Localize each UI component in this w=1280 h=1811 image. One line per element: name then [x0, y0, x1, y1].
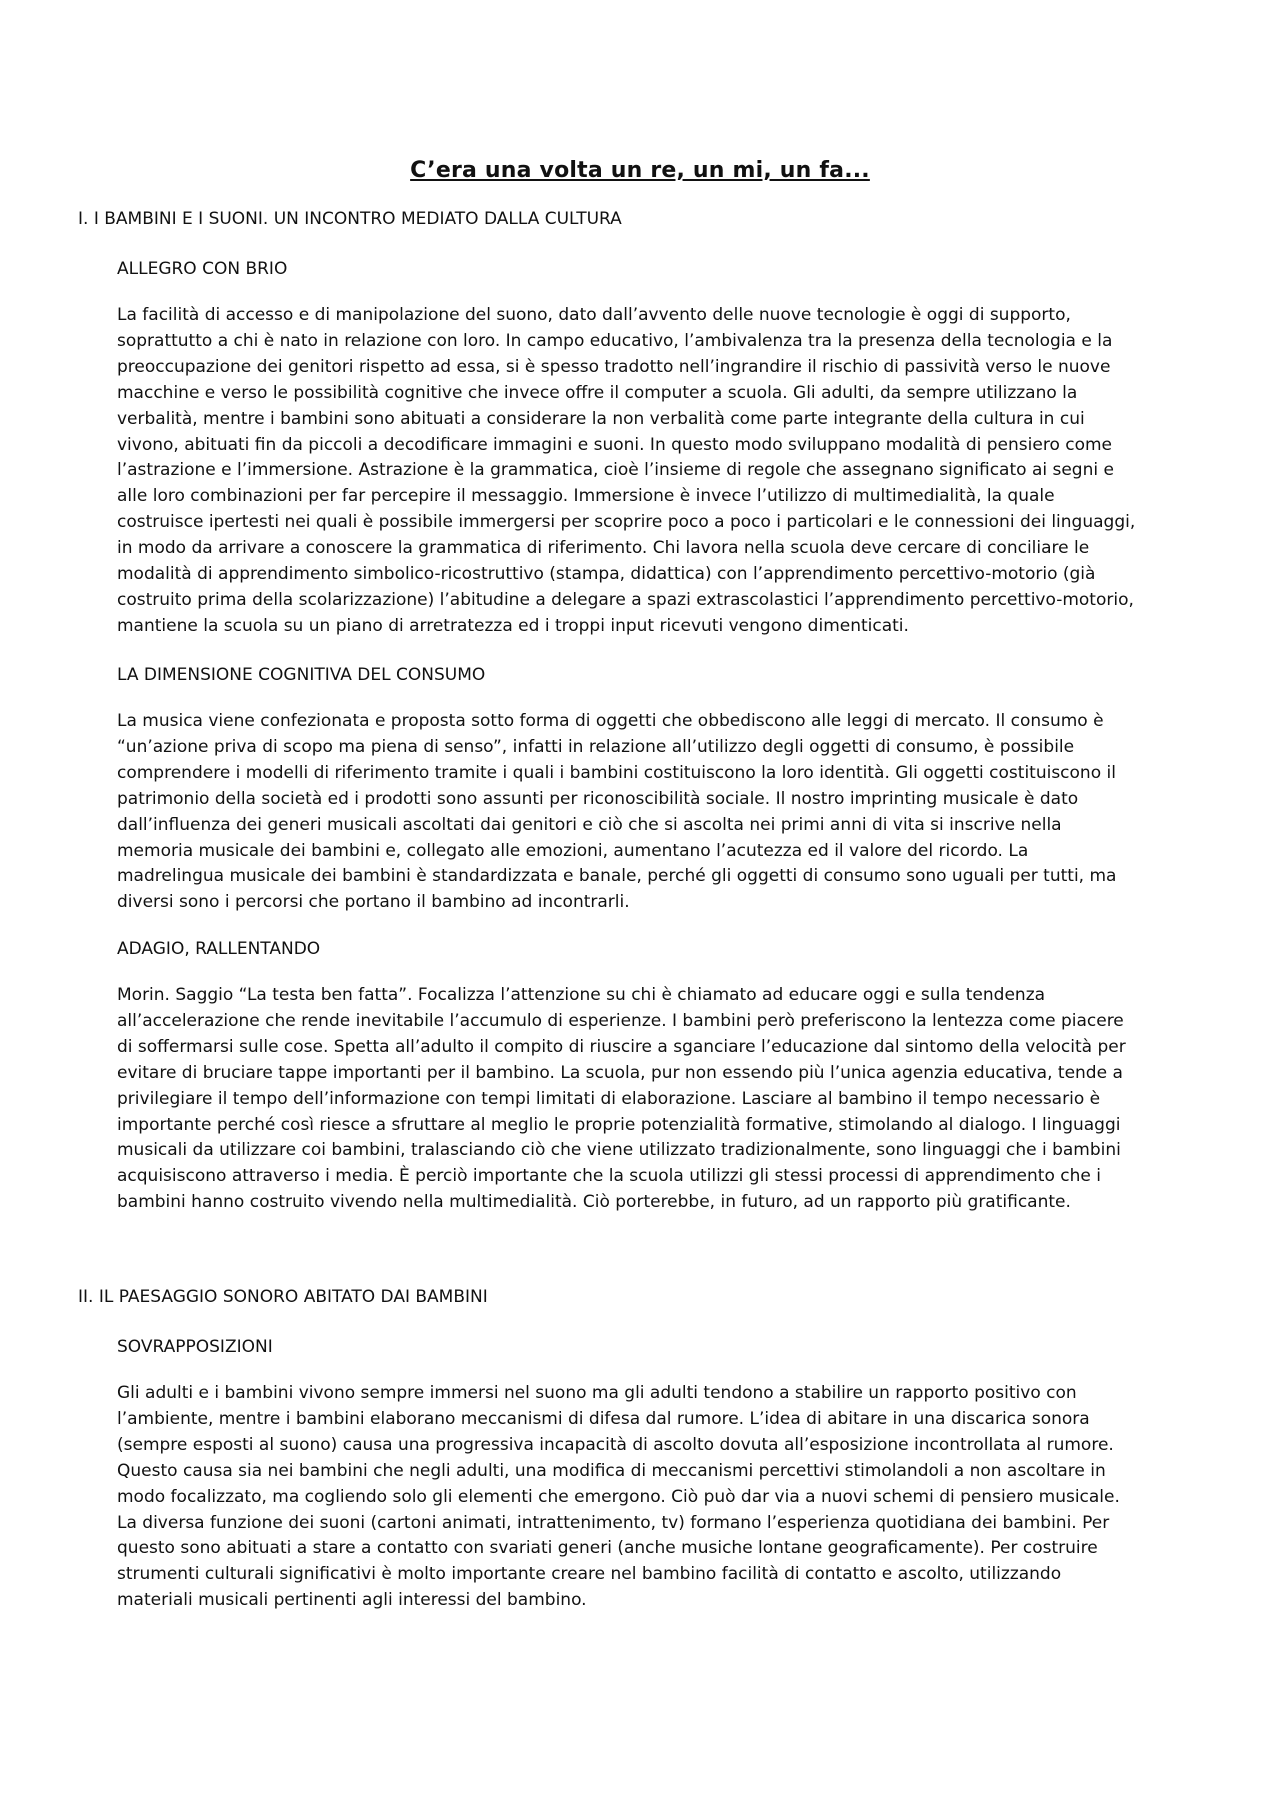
- section-allegro-paragraph: La facilità di accesso e di manipolazione del suono, dato dall’avvento delle nuove tecnologie è oggi di supporto, soprattutto a chi è nato in relazione con loro. In campo educativo, l’ambivalenza tra la presenza della tecnologia e la preoccupazione dei genitori rispetto ad essa, si è spesso tradotto nell’ingrandire il rischio di passività verso le nuove macchine e verso le possibilità cognitive che invece offre il computer a scuola. Gli adulti, da sempre utilizzano la verbalità, mentre i bambini sono abituati a considerare la non verbalità come parte integrante della cultura in cui vivono, abituati fin da piccoli a decodificare immagini e suoni. In questo modo sviluppano modalità di pensiero come l’astrazione e l’immersione. Astrazione è la grammatica, cioè l’insieme di regole che assegnano significato ai segni e alle loro combinazioni per far percepire il messaggio. Immersione è invece l’utilizzo di multimedialità, la quale costruisce ipertesti nei quali è possibile immergersi per scoprire poco a poco i particolari e le connessioni dei linguaggi, in modo da arrivare a conoscere la grammatica di riferimento. Chi lavora nella scuola deve cercare di conciliare le modalità di apprendimento simbolico-ricostruttivo (stampa, didattica) con l’apprendimento percettivo-motorio (già costruito prima della scolarizzazione) l’abitudine a delegare a spazi extrascolastici l’apprendimento percettivo-motorio, mantiene la scuola su un piano di arretratezza ed i troppi input ricevuti vengono dimenticati.: [117, 305, 1136, 636]
- chapter-2-heading: II. IL PAESAGGIO SONORO ABITATO DAI BAMBINI: [78, 1287, 488, 1307]
- section-adagio-heading: ADAGIO, RALLENTANDO: [117, 939, 321, 959]
- section-allegro-heading: ALLEGRO CON BRIO: [117, 259, 288, 279]
- chapter-1-heading: I. I BAMBINI E I SUONI. UN INCONTRO MEDIATO DALLA CULTURA: [78, 209, 622, 229]
- section-consumo-heading: LA DIMENSIONE COGNITIVA DEL CONSUMO: [117, 665, 486, 685]
- section-sovrapposizioni-heading: SOVRAPPOSIZIONI: [117, 1337, 273, 1357]
- section-consumo-paragraph: La musica viene confezionata e proposta sotto forma di oggetti che obbediscono alle leggi di mercato. Il consumo è “un’azione priva di scopo ma piena di senso”, infatti in relazione all’utilizzo degli oggetti di consumo, è possibile comprendere i modelli di riferimento tramite i quali i bambini costituiscono la loro identità. Gli oggetti costituiscono il patrimonio della società ed i prodotti sono assunti per riconoscibilità sociale. Il nostro imprinting musicale è dato dall’influenza dei generi musicali ascoltati dai genitori e ciò che si ascolta nei primi anni di vita si inscrive nella memoria musicale dei bambini e, collegato alle emozioni, aumentano l’acutezza ed il valore del ricordo. La madrelingua musicale dei bambini è standardizzata e banale, perché gli oggetti di consumo sono uguali per tutti, ma diversi sono i percorsi che portano il bambino ad incontrarli.: [117, 711, 1117, 913]
- section-sovrapposizioni-paragraph: Gli adulti e i bambini vivono sempre immersi nel suono ma gli adulti tendono a stabilire un rapporto positivo con l’ambiente, mentre i bambini elaborano meccanismi di difesa dal rumore. L’idea di abitare in una discarica sonora (sempre esposti al suono) causa una progressiva incapacità di ascolto dovuta all’esposizione incontrollata al rumore. Questo causa sia nei bambini che negli adulti, una modifica di meccanismi percettivi stimolandoli a non ascoltare in modo focalizzato, ma cogliendo solo gli elementi che emergono. Ciò può dar via a nuovi schemi di pensiero musicale. La diversa funzione dei suoni (cartoni animati, intrattenimento, tv) formano l’esperienza quotidiana dei bambini. Per questo sono abituati a stare a contatto con svariati generi (anche musiche lontane geograficamente). Per costruire strumenti culturali significativi è molto importante creare nel bambino facilità di contatto e ascolto, utilizzando materiali musicali pertinenti agli interessi del bambino.: [117, 1383, 1120, 1611]
- document-title: C’era una volta un re, un mi, un fa...: [410, 158, 870, 183]
- section-adagio-paragraph: Morin. Saggio “La testa ben fatta”. Focalizza l’attenzione su chi è chiamato ad educare oggi e sulla tendenza all’accelerazione che rende inevitabile l’accumulo di esperienze. I bambini però preferiscono la lentezza come piacere di soffermarsi sulle cose. Spetta all’adulto il compito di riuscire a sganciare l’educazione dal sintomo della velocità per evitare di bruciare tappe importanti per il bambino. La scuola, pur non essendo più l’unica agenzia educativa, tende a privilegiare il tempo dell’informazione con tempi limitati di elaborazione. Lasciare al bambino il tempo necessario è importante perché così riesce a sfruttare al meglio le proprie potenzialità formative, stimolando al dialogo. I linguaggi musicali da utilizzare coi bambini, tralasciando ciò che viene utilizzato tradizionalmente, sono linguaggi che i bambini acquisiscono attraverso i media. È perciò importante che la scuola utilizzi gli stessi processi di apprendimento che i bambini hanno costruito vivendo nella multimedialità. Ciò porterebbe, in futuro, ad un rapporto più gratificante.: [117, 985, 1126, 1213]
